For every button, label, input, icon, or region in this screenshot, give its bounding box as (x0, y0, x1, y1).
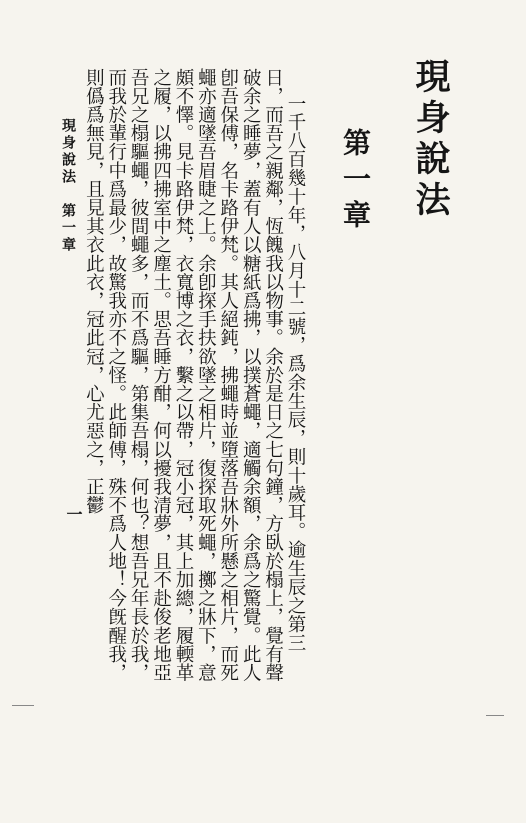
scan-mark (486, 715, 504, 716)
chapter-title: 第一章 (339, 128, 372, 236)
running-head: 現身說法 第一章 (60, 118, 76, 254)
book-title: 現身說法 (410, 58, 451, 222)
scan-mark (12, 705, 34, 706)
body-paragraph: 一千八百幾十年，八月十二號，爲余生辰，則十歲耳。逾生辰之第三日，而吾之親鄰，恆餽我以物事。余於是日之七句鐘，方臥於榻上，覺有聲破余之睡夢，蓋有人以糖紙爲拂，以撲蒼蠅，適觸余額，余爲之驚覺。此人卽吾保傅，名卡路伊梵。其人絕鈍，拂蠅時並墮落吾牀外所懸之相片，而死蠅亦適墜吾眉睫之上。余卽探手扶欲墜之相片，復探取死蠅，擲之牀下，意頗不懌。見卡路伊梵，衣寬博之衣，繫之以帶，冠小冠，其上加總，履輭革之履，以拂四拂室中之塵土。思吾睡方酣，何以擾我清夢，且不赴俊老地亞吾兄之榻驅蠅，彼間蠅多，而不爲驅，第集吾榻，何也？想吾兄年長於我，而我於輩行中爲最少，故驚我亦不之怪。此師傅，殊不爲人地！今旣醒我，則僞爲無見，且見其衣此衣，冠此冠，心尤惡之，正鬱 (83, 68, 306, 682)
body-text (80, 68, 306, 688)
page-number: 一 (64, 506, 83, 522)
